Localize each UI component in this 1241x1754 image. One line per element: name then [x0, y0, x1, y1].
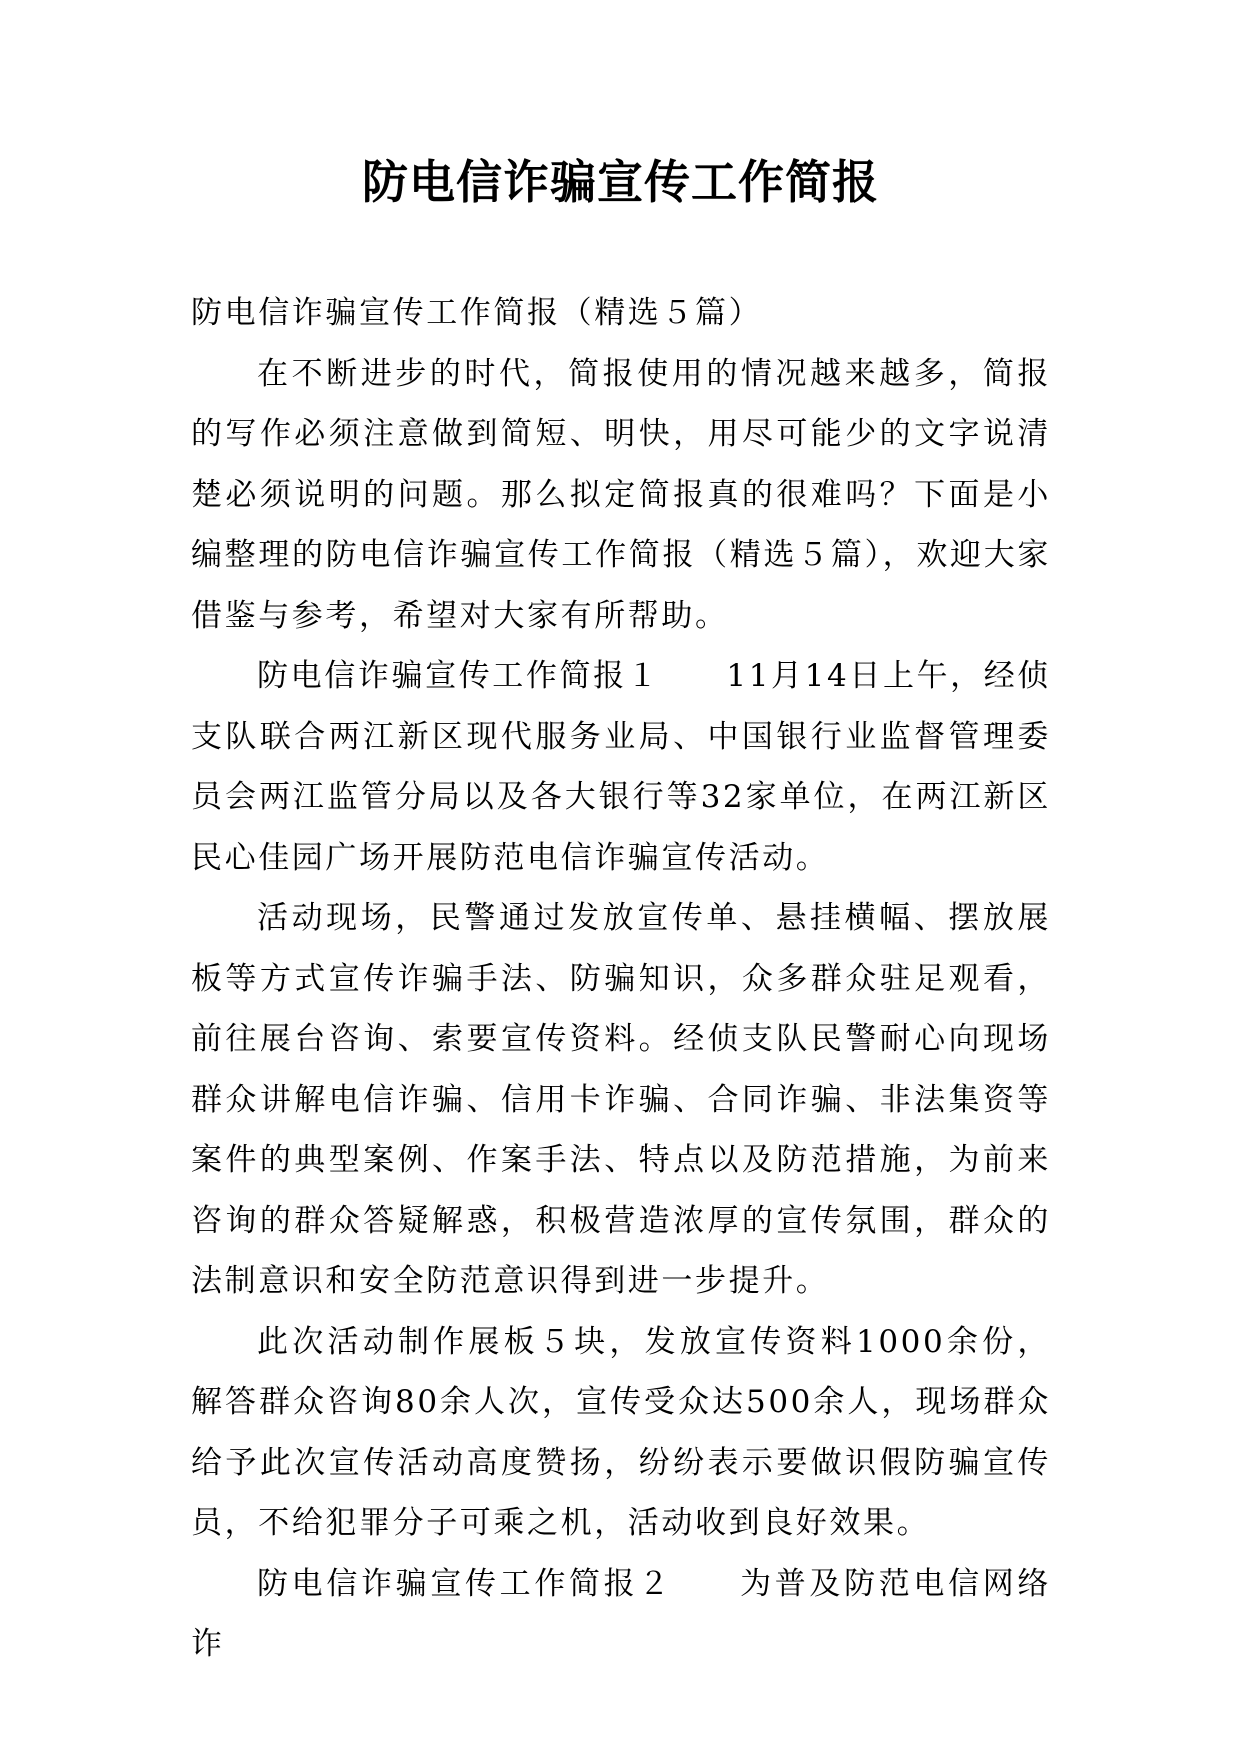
page-title: 防电信诈骗宣传工作简报: [362, 155, 879, 209]
document-body: [191, 283, 1051, 1675]
results-paragraph: [191, 1312, 1051, 1554]
paragraph-text: 此次活动制作展板５块，发放宣传资料1000余份，解答群众咨询80余人次，宣传受众达500余人，现场群众给予此次宣传活动高度赞扬，纷纷表示要做识假防骗宣传员，不给犯罪分子可乘之机，活动收到良好效果。: [191, 1323, 1051, 1541]
report-heading: 防电信诈骗宣传工作简报１: [257, 658, 661, 694]
intro-paragraph: [191, 344, 1051, 647]
paragraph-text: 为普及防范电信网络诈: [191, 1565, 1051, 1662]
report-2-paragraph: [191, 1554, 1051, 1675]
paragraph-text: 活动现场，民警通过发放宣传单、悬挂横幅、摆放展板等方式宣传诈骗手法、防骗知识，众多群众驻足观看，前往展台咨询、索要宣传资料。经侦支队民警耐心向现场群众讲解电信诈骗、信用卡诈骗、合同诈骗、非法集资等案件的典型案例、作案手法、特点以及防范措施，为前来咨询的群众答疑解惑，积极营造浓厚的宣传氛围，群众的法制意识和安全防范意识得到进一步提升。: [191, 900, 1051, 1299]
paragraph-text: 11月14日上午，经侦支队联合两江新区现代服务业局、中国银行业监督管理委员会两江监管分局以及各大银行等32家单位，在两江新区民心佳园广场开展防范电信诈骗宣传活动。: [191, 658, 1052, 876]
document-subtitle: 防电信诈骗宣传工作简报（精选５篇）: [191, 295, 763, 331]
report-heading: 防电信诈骗宣传工作简报２: [257, 1565, 673, 1602]
activity-paragraph: [191, 888, 1051, 1312]
report-1-paragraph: [191, 646, 1051, 888]
paragraph-text: 在不断进步的时代，简报使用的情况越来越多，简报的写作必须注意做到简短、明快，用尽可能少的文字说清楚必须说明的问题。那么拟定简报真的很难吗？下面是小编整理的防电信诈骗宣传工作简报（精选５篇），欢迎大家借鉴与参考，希望对大家有所帮助。: [191, 355, 1051, 634]
